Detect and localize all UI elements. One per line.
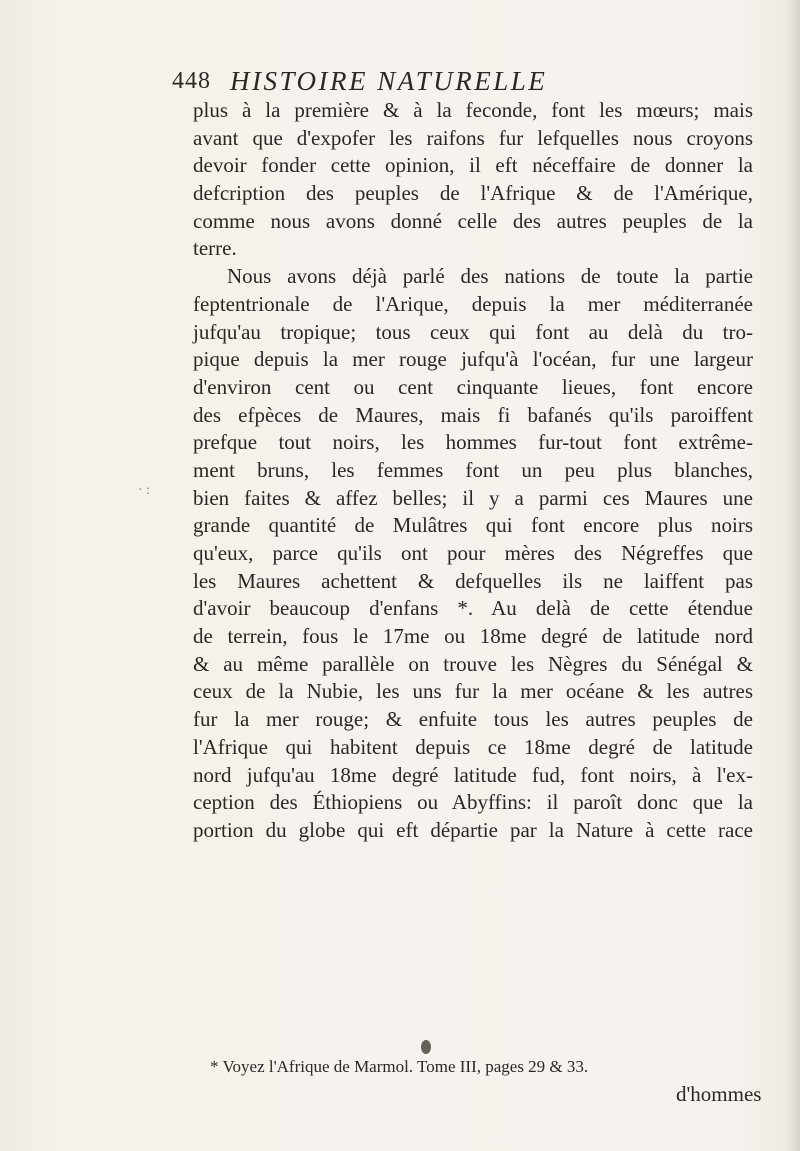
text-line: fur la mer rouge; & enfuite tous les autres peuples de xyxy=(193,707,753,732)
text-line: les Maures achettent & defquelles ils ne laiffent pas xyxy=(193,568,753,593)
ink-smudge xyxy=(421,1040,431,1054)
text-line: avant que d'expofer les raifons fur lefquelles nous croyons xyxy=(193,125,753,150)
text-line: l'Afrique qui habitent depuis ce 18me degré de latitude xyxy=(193,734,753,759)
text-line: d'avoir beaucoup d'enfans *. Au delà de cette étendue xyxy=(193,596,753,621)
running-title: HISTOIRE NATURELLE xyxy=(230,66,548,96)
catchword: d'hommes xyxy=(676,1082,762,1106)
text-line: jufqu'au tropique; tous ceux qui font au delà du tro- xyxy=(193,319,753,344)
text-line: pique depuis la mer rouge jufqu'à l'océan, fur une largeur xyxy=(193,347,753,372)
page-edge-shadow xyxy=(786,0,800,1151)
text-line: nord jufqu'au 18me degré latitude fud, font noirs, à l'ex- xyxy=(193,762,753,787)
text-line: plus à la première & à la feconde, font les mœurs; mais xyxy=(193,98,753,122)
text-line: de terrein, fous le 17me ou 18me degré de latitude nord xyxy=(193,624,753,649)
text-line: portion du globe qui eft départie par la Nature à cette race xyxy=(193,817,753,842)
text-line: bien faites & affez belles; il y a parmi ces Maures une xyxy=(193,485,753,510)
page-number: 448 xyxy=(172,68,211,94)
text-line: comme nous avons donné celle des autres peuples de la xyxy=(193,208,753,233)
margin-mark: · : xyxy=(138,483,151,498)
text-line: devoir fonder cette opinion, il eft néceffaire de donner la xyxy=(193,153,753,178)
text-line: ception des Éthiopiens ou Abyffins: il paroît donc que la xyxy=(193,790,753,815)
text-line: prefque tout noirs, les hommes fur-tout font extrême- xyxy=(193,430,753,455)
text-line: qu'eux, parce qu'ils ont pour mères des Négreffes que xyxy=(193,541,753,565)
text-line: terre. xyxy=(193,236,237,261)
text-line: des efpèces de Maures, mais fi bafanés qu'ils paroiffent xyxy=(193,402,753,427)
text-line: ceux de la Nubie, les uns fur la mer océane & les autres xyxy=(193,679,753,704)
text-line: & au même parallèle on trouve les Nègres du Sénégal & xyxy=(193,651,753,676)
text-line: defcription des peuples de l'Afrique & de l'Amérique, xyxy=(193,181,753,206)
text-line: grande quantité de Mulâtres qui font encore plus noirs xyxy=(193,513,753,538)
text-line: feptentrionale de l'Arique, depuis la mer méditerranée xyxy=(193,291,753,316)
text-line: ment bruns, les femmes font un peu plus blanches, xyxy=(193,457,753,482)
text-line: Nous avons déjà parlé des nations de toute la partie xyxy=(227,264,753,289)
footnote: * Voyez l'Afrique de Marmol. Tome III, pages 29 & 33. xyxy=(210,1057,589,1076)
body-text xyxy=(193,97,753,845)
text-line: d'environ cent ou cent cinquante lieues, font encore xyxy=(193,374,753,399)
